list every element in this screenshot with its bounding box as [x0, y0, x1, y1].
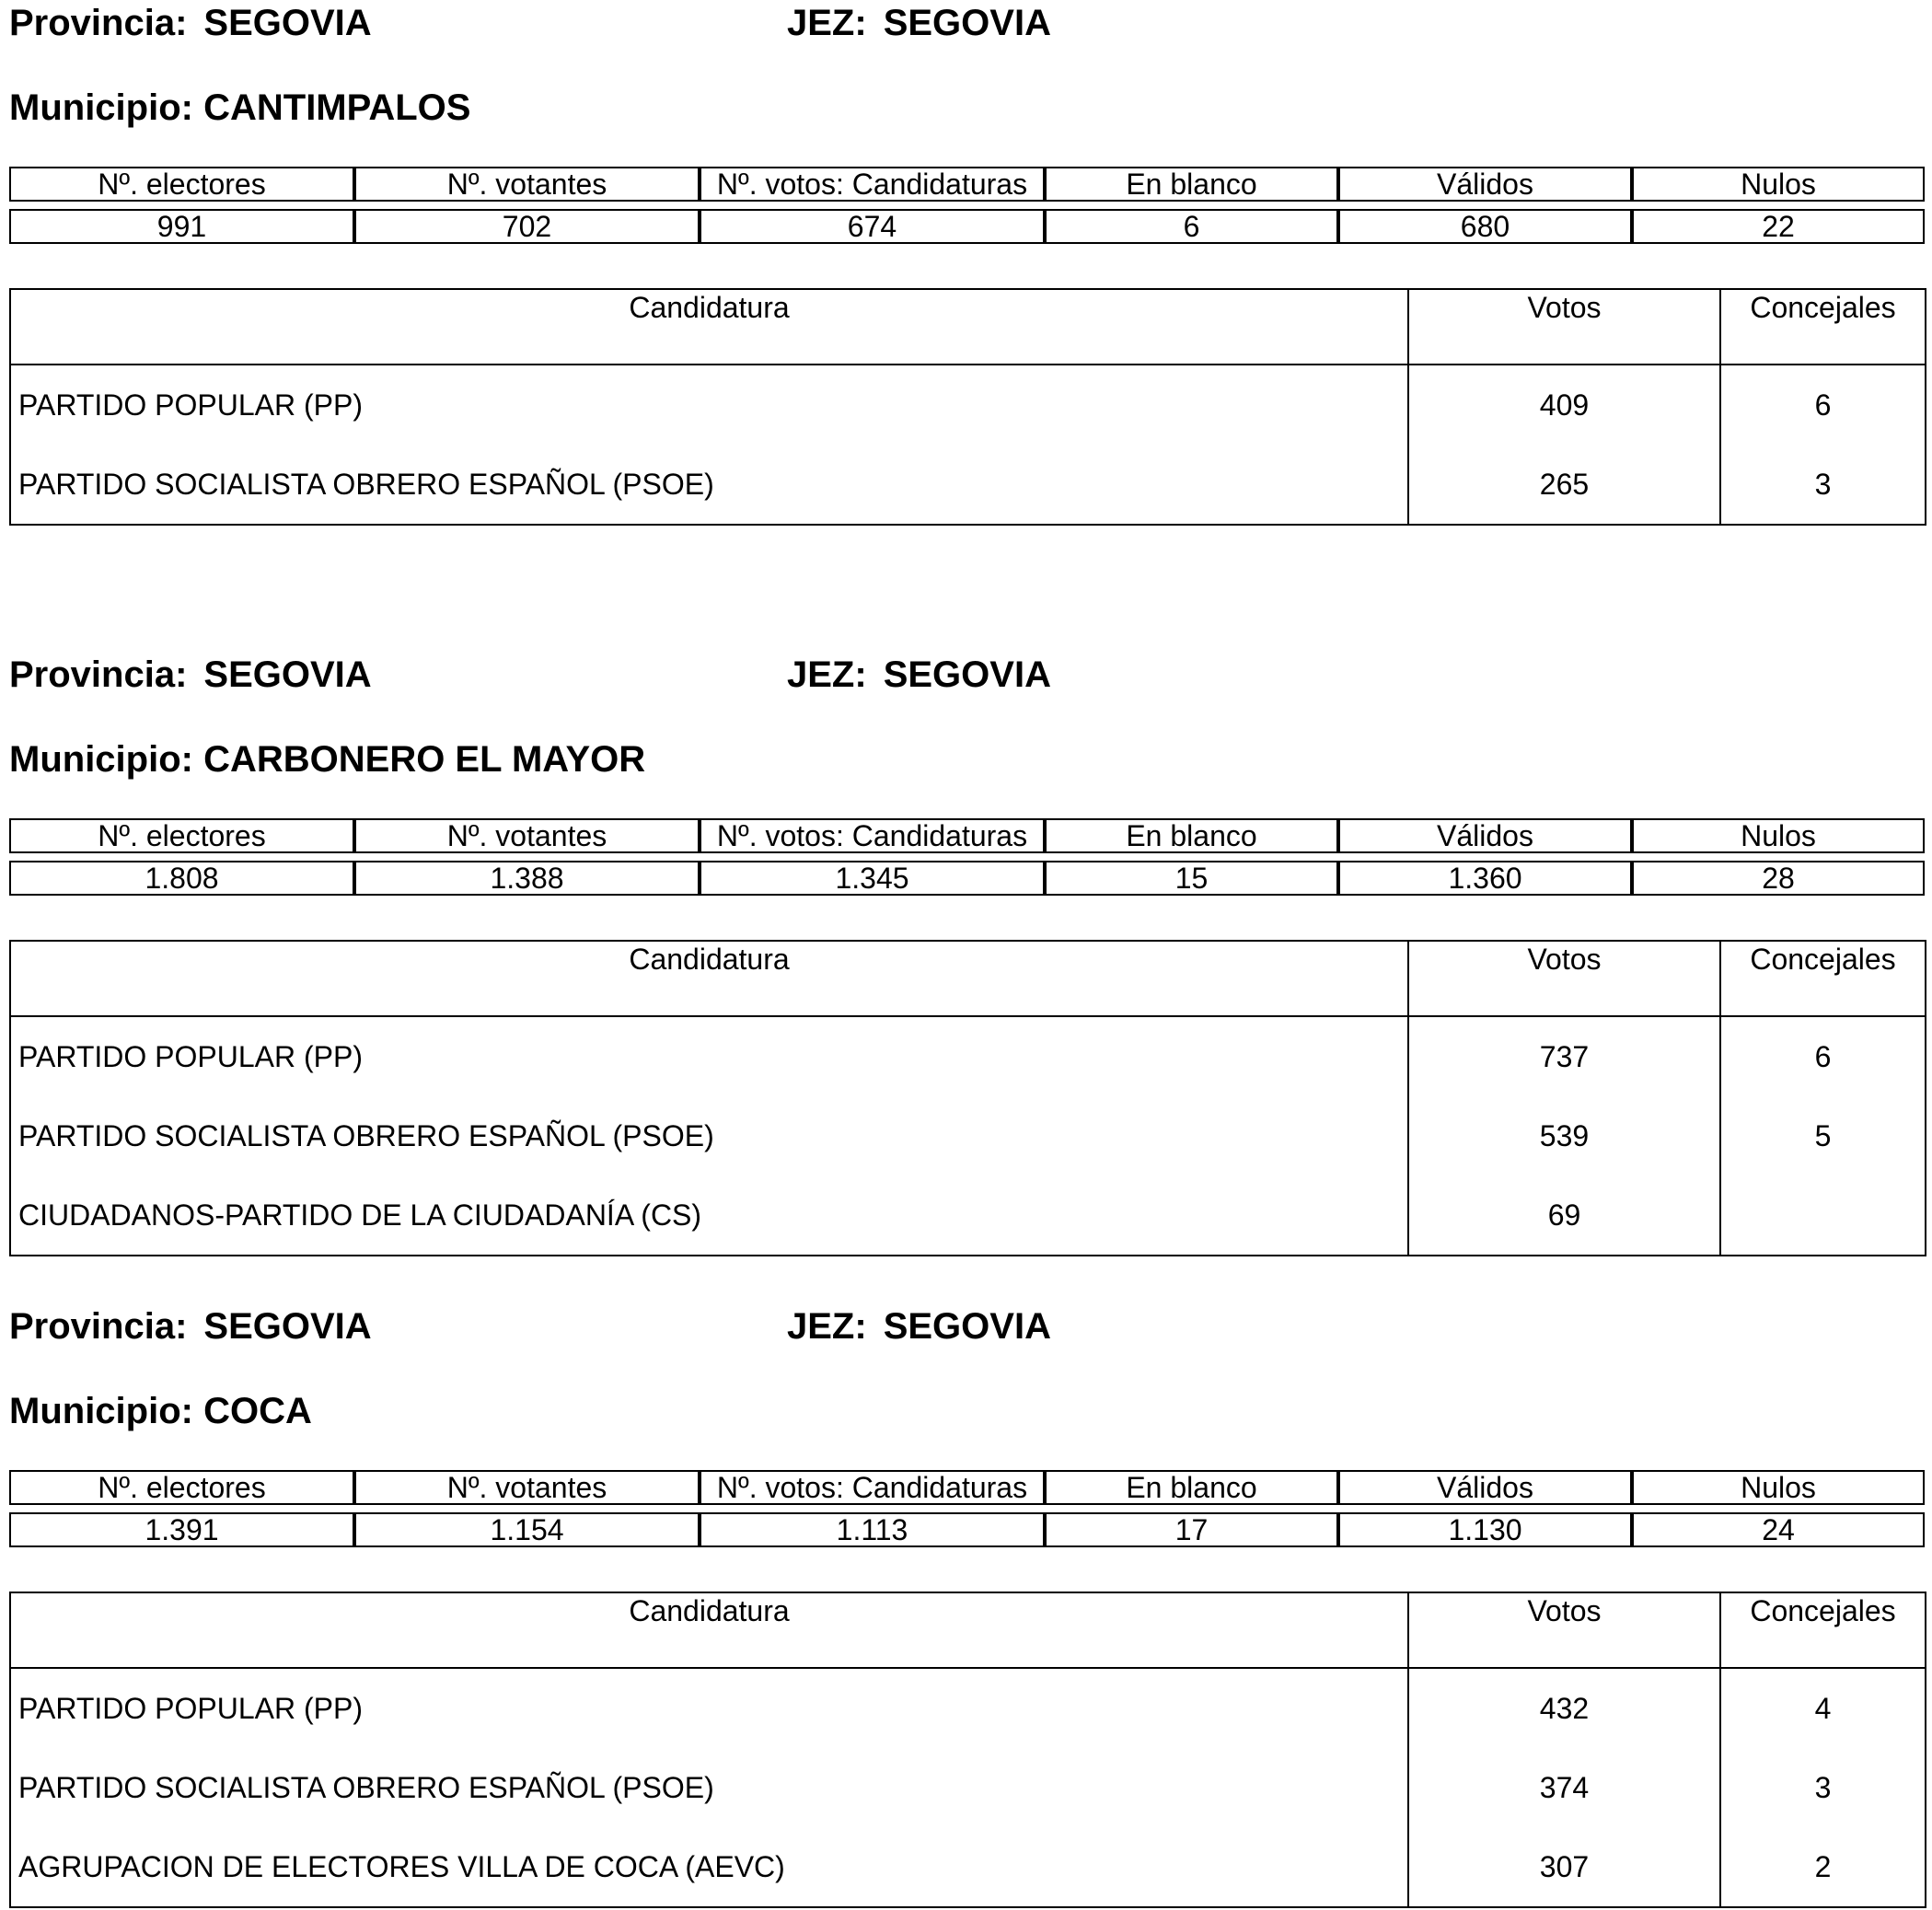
header-candidatura: Candidatura [10, 941, 1408, 1016]
stats-header-nulos: Nulos [1632, 167, 1925, 202]
provincia-value: SEGOVIA [203, 1306, 372, 1347]
party-name: PARTIDO SOCIALISTA OBRERO ESPAÑOL (PSOE) [10, 445, 1408, 525]
stats-nulos: 22 [1632, 209, 1925, 244]
stats-header-electores: Nº. electores [9, 167, 354, 202]
candidaturas-table [9, 1592, 1926, 1908]
candidaturas-header-row [10, 1592, 1926, 1668]
party-name: PARTIDO POPULAR (PP) [10, 1668, 1408, 1748]
stats-header-en-blanco: En blanco [1045, 167, 1338, 202]
stats-values-row [9, 209, 1925, 244]
table-row [10, 1748, 1926, 1827]
table-row [10, 1827, 1926, 1907]
party-name: CIUDADANOS-PARTIDO DE LA CIUDADANÍA (CS) [10, 1175, 1408, 1256]
header-candidatura: Candidatura [10, 289, 1408, 365]
jez-heading [787, 0, 1051, 46]
party-votos: 432 [1408, 1668, 1720, 1748]
header-votos: Votos [1408, 941, 1720, 1016]
stats-header-validos: Válidos [1338, 167, 1632, 202]
stats-table [9, 167, 1925, 244]
stats-header-votantes: Nº. votantes [354, 167, 700, 202]
jez-value: SEGOVIA [883, 3, 1051, 43]
stats-nulos: 24 [1632, 1512, 1925, 1547]
stats-nulos: 28 [1632, 861, 1925, 896]
stats-electores: 991 [9, 209, 354, 244]
party-votos: 539 [1408, 1096, 1720, 1175]
provincia-heading [9, 652, 372, 698]
stats-validos: 680 [1338, 209, 1632, 244]
stats-en-blanco: 15 [1045, 861, 1338, 896]
stats-votantes: 1.388 [354, 861, 700, 896]
stats-header-electores: Nº. electores [9, 818, 354, 853]
stats-votos-candidaturas: 1.345 [700, 861, 1045, 896]
table-row [10, 1668, 1926, 1748]
candidaturas-header-row [10, 289, 1926, 365]
stats-table [9, 818, 1925, 896]
party-name: PARTIDO POPULAR (PP) [10, 365, 1408, 445]
provincia-label: Provincia: [9, 3, 188, 43]
party-concejales: 2 [1720, 1827, 1926, 1907]
header-concejales: Concejales [1720, 1592, 1926, 1668]
party-concejales: 3 [1720, 445, 1926, 525]
party-concejales: 5 [1720, 1096, 1926, 1175]
table-row [10, 1175, 1926, 1256]
stats-values-row [9, 861, 1925, 896]
stats-header-en-blanco: En blanco [1045, 1470, 1338, 1505]
candidaturas-table [9, 940, 1926, 1256]
municipio-label: Municipio: [9, 87, 193, 128]
header-votos: Votos [1408, 289, 1720, 365]
stats-electores: 1.391 [9, 1512, 354, 1547]
party-votos: 265 [1408, 445, 1720, 525]
party-concejales: 6 [1720, 1016, 1926, 1096]
jez-value: SEGOVIA [883, 654, 1051, 695]
jez-heading [787, 652, 1051, 698]
stats-header-nulos: Nulos [1632, 1470, 1925, 1505]
stats-votantes: 1.154 [354, 1512, 700, 1547]
stats-votos-candidaturas: 1.113 [700, 1512, 1045, 1547]
stats-header-votos-candidaturas: Nº. votos: Candidaturas [700, 1470, 1045, 1505]
stats-header-row [9, 167, 1925, 202]
party-name: AGRUPACION DE ELECTORES VILLA DE COCA (AEVC) [10, 1827, 1408, 1907]
municipio-label: Municipio: [9, 1391, 193, 1431]
stats-en-blanco: 17 [1045, 1512, 1338, 1547]
table-row [10, 1016, 1926, 1096]
candidaturas-table [9, 288, 1926, 526]
provincia-label: Provincia: [9, 1306, 188, 1347]
table-row [10, 365, 1926, 445]
party-name: PARTIDO SOCIALISTA OBRERO ESPAÑOL (PSOE) [10, 1748, 1408, 1827]
stats-header-votantes: Nº. votantes [354, 1470, 700, 1505]
party-concejales [1720, 1175, 1926, 1256]
jez-heading [787, 1303, 1051, 1349]
provincia-heading [9, 0, 372, 46]
jez-label: JEZ: [787, 654, 867, 695]
provincia-value: SEGOVIA [203, 3, 372, 43]
stats-header-row [9, 818, 1925, 853]
stats-header-nulos: Nulos [1632, 818, 1925, 853]
stats-table [9, 1470, 1925, 1547]
stats-header-validos: Válidos [1338, 818, 1632, 853]
stats-electores: 1.808 [9, 861, 354, 896]
municipio-label: Municipio: [9, 739, 193, 780]
table-row [10, 445, 1926, 525]
party-concejales: 3 [1720, 1748, 1926, 1827]
candidaturas-header-row [10, 941, 1926, 1016]
party-votos: 409 [1408, 365, 1720, 445]
stats-header-en-blanco: En blanco [1045, 818, 1338, 853]
stats-header-electores: Nº. electores [9, 1470, 354, 1505]
stats-header-votos-candidaturas: Nº. votos: Candidaturas [700, 167, 1045, 202]
provincia-label: Provincia: [9, 654, 188, 695]
party-votos: 374 [1408, 1748, 1720, 1827]
jez-label: JEZ: [787, 1306, 867, 1347]
party-name: PARTIDO POPULAR (PP) [10, 1016, 1408, 1096]
stats-en-blanco: 6 [1045, 209, 1338, 244]
jez-value: SEGOVIA [883, 1306, 1051, 1347]
stats-votos-candidaturas: 674 [700, 209, 1045, 244]
header-candidatura: Candidatura [10, 1592, 1408, 1668]
stats-votantes: 702 [354, 209, 700, 244]
municipio-value: COCA [203, 1391, 312, 1431]
municipio-heading [9, 736, 645, 782]
party-votos: 307 [1408, 1827, 1720, 1907]
header-concejales: Concejales [1720, 941, 1926, 1016]
party-votos: 69 [1408, 1175, 1720, 1256]
stats-validos: 1.360 [1338, 861, 1632, 896]
municipio-heading [9, 1388, 312, 1434]
stats-validos: 1.130 [1338, 1512, 1632, 1547]
party-concejales: 6 [1720, 365, 1926, 445]
party-votos: 737 [1408, 1016, 1720, 1096]
municipio-value: CANTIMPALOS [203, 87, 471, 128]
provincia-value: SEGOVIA [203, 654, 372, 695]
header-votos: Votos [1408, 1592, 1720, 1668]
jez-label: JEZ: [787, 3, 867, 43]
stats-header-votos-candidaturas: Nº. votos: Candidaturas [700, 818, 1045, 853]
stats-header-votantes: Nº. votantes [354, 818, 700, 853]
stats-header-row [9, 1470, 1925, 1505]
provincia-heading [9, 1303, 372, 1349]
municipio-value: CARBONERO EL MAYOR [203, 739, 646, 780]
stats-header-validos: Válidos [1338, 1470, 1632, 1505]
header-concejales: Concejales [1720, 289, 1926, 365]
party-name: PARTIDO SOCIALISTA OBRERO ESPAÑOL (PSOE) [10, 1096, 1408, 1175]
table-row [10, 1096, 1926, 1175]
municipio-heading [9, 85, 470, 131]
party-concejales: 4 [1720, 1668, 1926, 1748]
stats-values-row [9, 1512, 1925, 1547]
